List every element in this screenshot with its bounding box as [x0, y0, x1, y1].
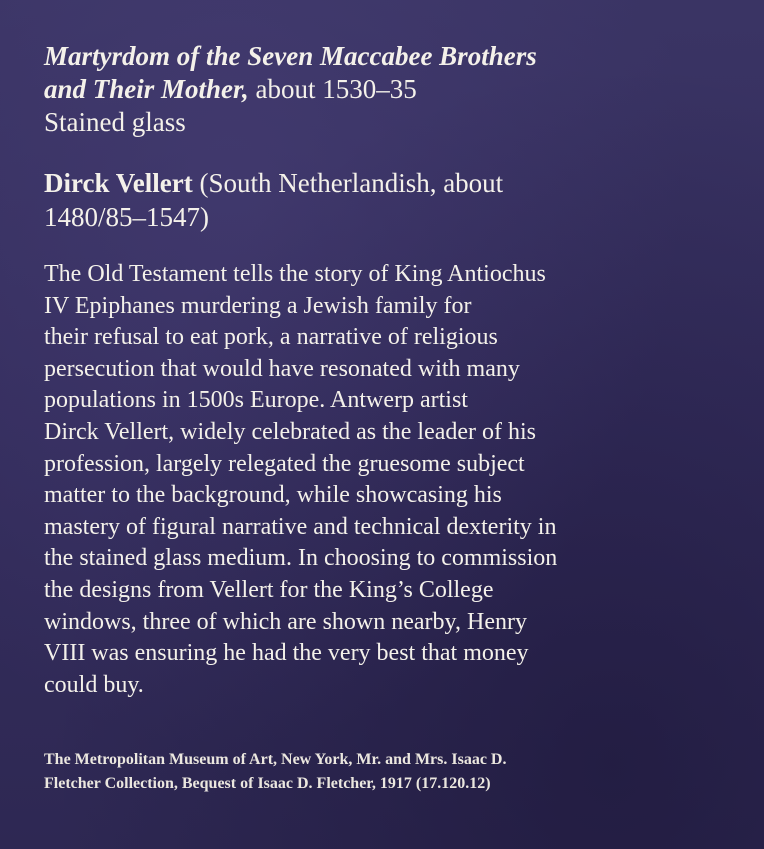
- artist-bio: (South Netherlandish, about: [199, 168, 504, 198]
- description-line: VIII was ensuring he had the very best that money: [44, 640, 529, 667]
- artwork-title-line-2: [44, 73, 734, 106]
- description-line: their refusal to eat pork, a narrative of religious: [44, 324, 498, 351]
- artwork-title-line-1: [44, 40, 734, 73]
- artwork-date: about 1530–35: [255, 74, 417, 104]
- description-line: persecution that would have resonated with many: [44, 355, 520, 382]
- description-line: matter to the background, while showcasing his: [44, 482, 502, 509]
- description-line: Dirck Vellert, widely celebrated as the leader of his: [44, 418, 537, 445]
- title-block: [44, 40, 734, 139]
- artist-bio-continued: 1480/85–1547): [44, 202, 209, 232]
- artwork-title-continued: and Their Mother,: [44, 74, 249, 104]
- description-text: [44, 259, 734, 701]
- credit-line: [44, 748, 734, 796]
- artist-block: [44, 166, 734, 234]
- credit-line-2: Fletcher Collection, Bequest of Isaac D. Fletcher, 1917 (17.120.12): [44, 775, 491, 792]
- description-line: could buy.: [44, 671, 144, 698]
- artwork-title: Martyrdom of the Seven Maccabee Brothers: [44, 41, 537, 71]
- description-line: the designs from Vellert for the King’s College: [44, 576, 494, 603]
- description-line: the stained glass medium. In choosing to commission: [44, 545, 558, 572]
- description-line: windows, three of which are shown nearby, Henry: [44, 608, 527, 635]
- description-line: populations in 1500s Europe. Antwerp artist: [44, 387, 468, 414]
- description-line: mastery of figural narrative and technical dexterity in: [44, 513, 557, 540]
- description-line: IV Epiphanes murdering a Jewish family for: [44, 292, 472, 319]
- artwork-medium: Stained glass: [44, 107, 186, 137]
- artist-line-1: [44, 166, 734, 200]
- description-line: The Old Testament tells the story of King Antiochus: [44, 261, 546, 287]
- artist-name: Dirck Vellert: [44, 168, 193, 198]
- credit-line-1: The Metropolitan Museum of Art, New York, Mr. and Mrs. Isaac D.: [44, 751, 507, 768]
- description-line: profession, largely relegated the gruesome subject: [44, 450, 525, 477]
